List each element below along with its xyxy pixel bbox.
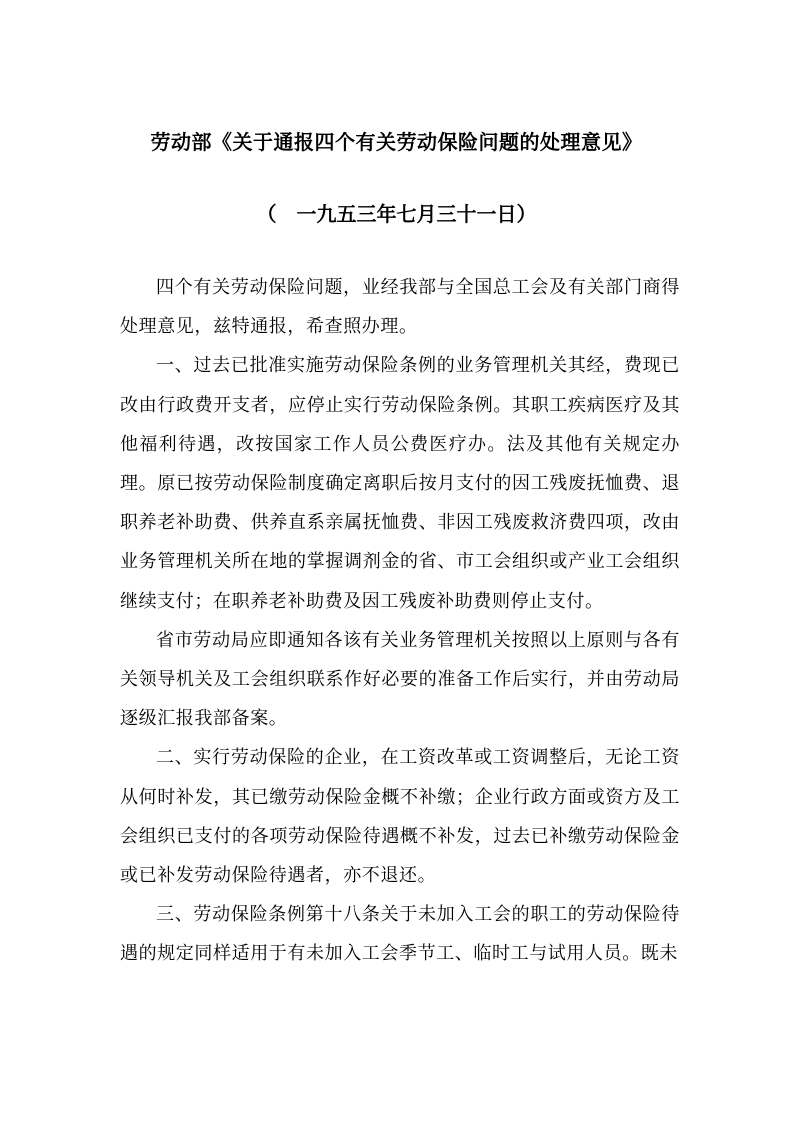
document-date: （ 一九五三年七月三十一日） xyxy=(256,202,537,226)
paragraph-item-1-note: 省市劳动局应即通知各该有关业务管理机关按照以上原则与各有关领导机关及工会组织联系作好必要的准备工作后实行，并由劳动局逐级汇报我部备案。 xyxy=(120,629,680,730)
paragraph-item-2: 二、实行劳动保险的企业，在工资改革或工资调整后，无论工资从何时补发，其已缴劳动保险金概不补缴；企业行政方面或资方及工会组织已支付的各项劳动保险待遇概不补发，过去已补缴劳动保险金或已补发劳动保险待遇者，亦不退还。 xyxy=(120,747,680,887)
document-body xyxy=(120,268,680,974)
paragraph-item-1: 一、过去已批准实施劳动保险条例的业务管理机关其经，费现已改由行政费开支者，应停止实行劳动保险条例。其职工疾病医疗及其他福利待遇，改按国家工作人员公费医疗办。法及其他有关规定办理。原已按劳动保险制度确定离职后按月支付的因工残废抚恤费、退职养老补助费、供养直系亲属抚恤费、非因工残废救济费四项，改由业务管理机关所在地的掌握调剂金的省、市工会组织或产业工会组织继续支付；在职养老补助费及因工残废补助费则停止支付。 xyxy=(120,355,680,612)
paragraph-item-3: 三、劳动保险条例第十八条关于未加入工会的职工的劳动保险待遇的规定同样适用于有未加入工会季节工、临时工与试用人员。既未 xyxy=(120,904,680,965)
paragraph-intro: 四个有关劳动保险问题，业经我部与全国总工会及有关部门商得处理意见，兹特通报，希查照办理。 xyxy=(120,277,680,338)
document-title: 劳动部《关于通报四个有关劳动保险问题的处理意见》 xyxy=(150,130,643,154)
